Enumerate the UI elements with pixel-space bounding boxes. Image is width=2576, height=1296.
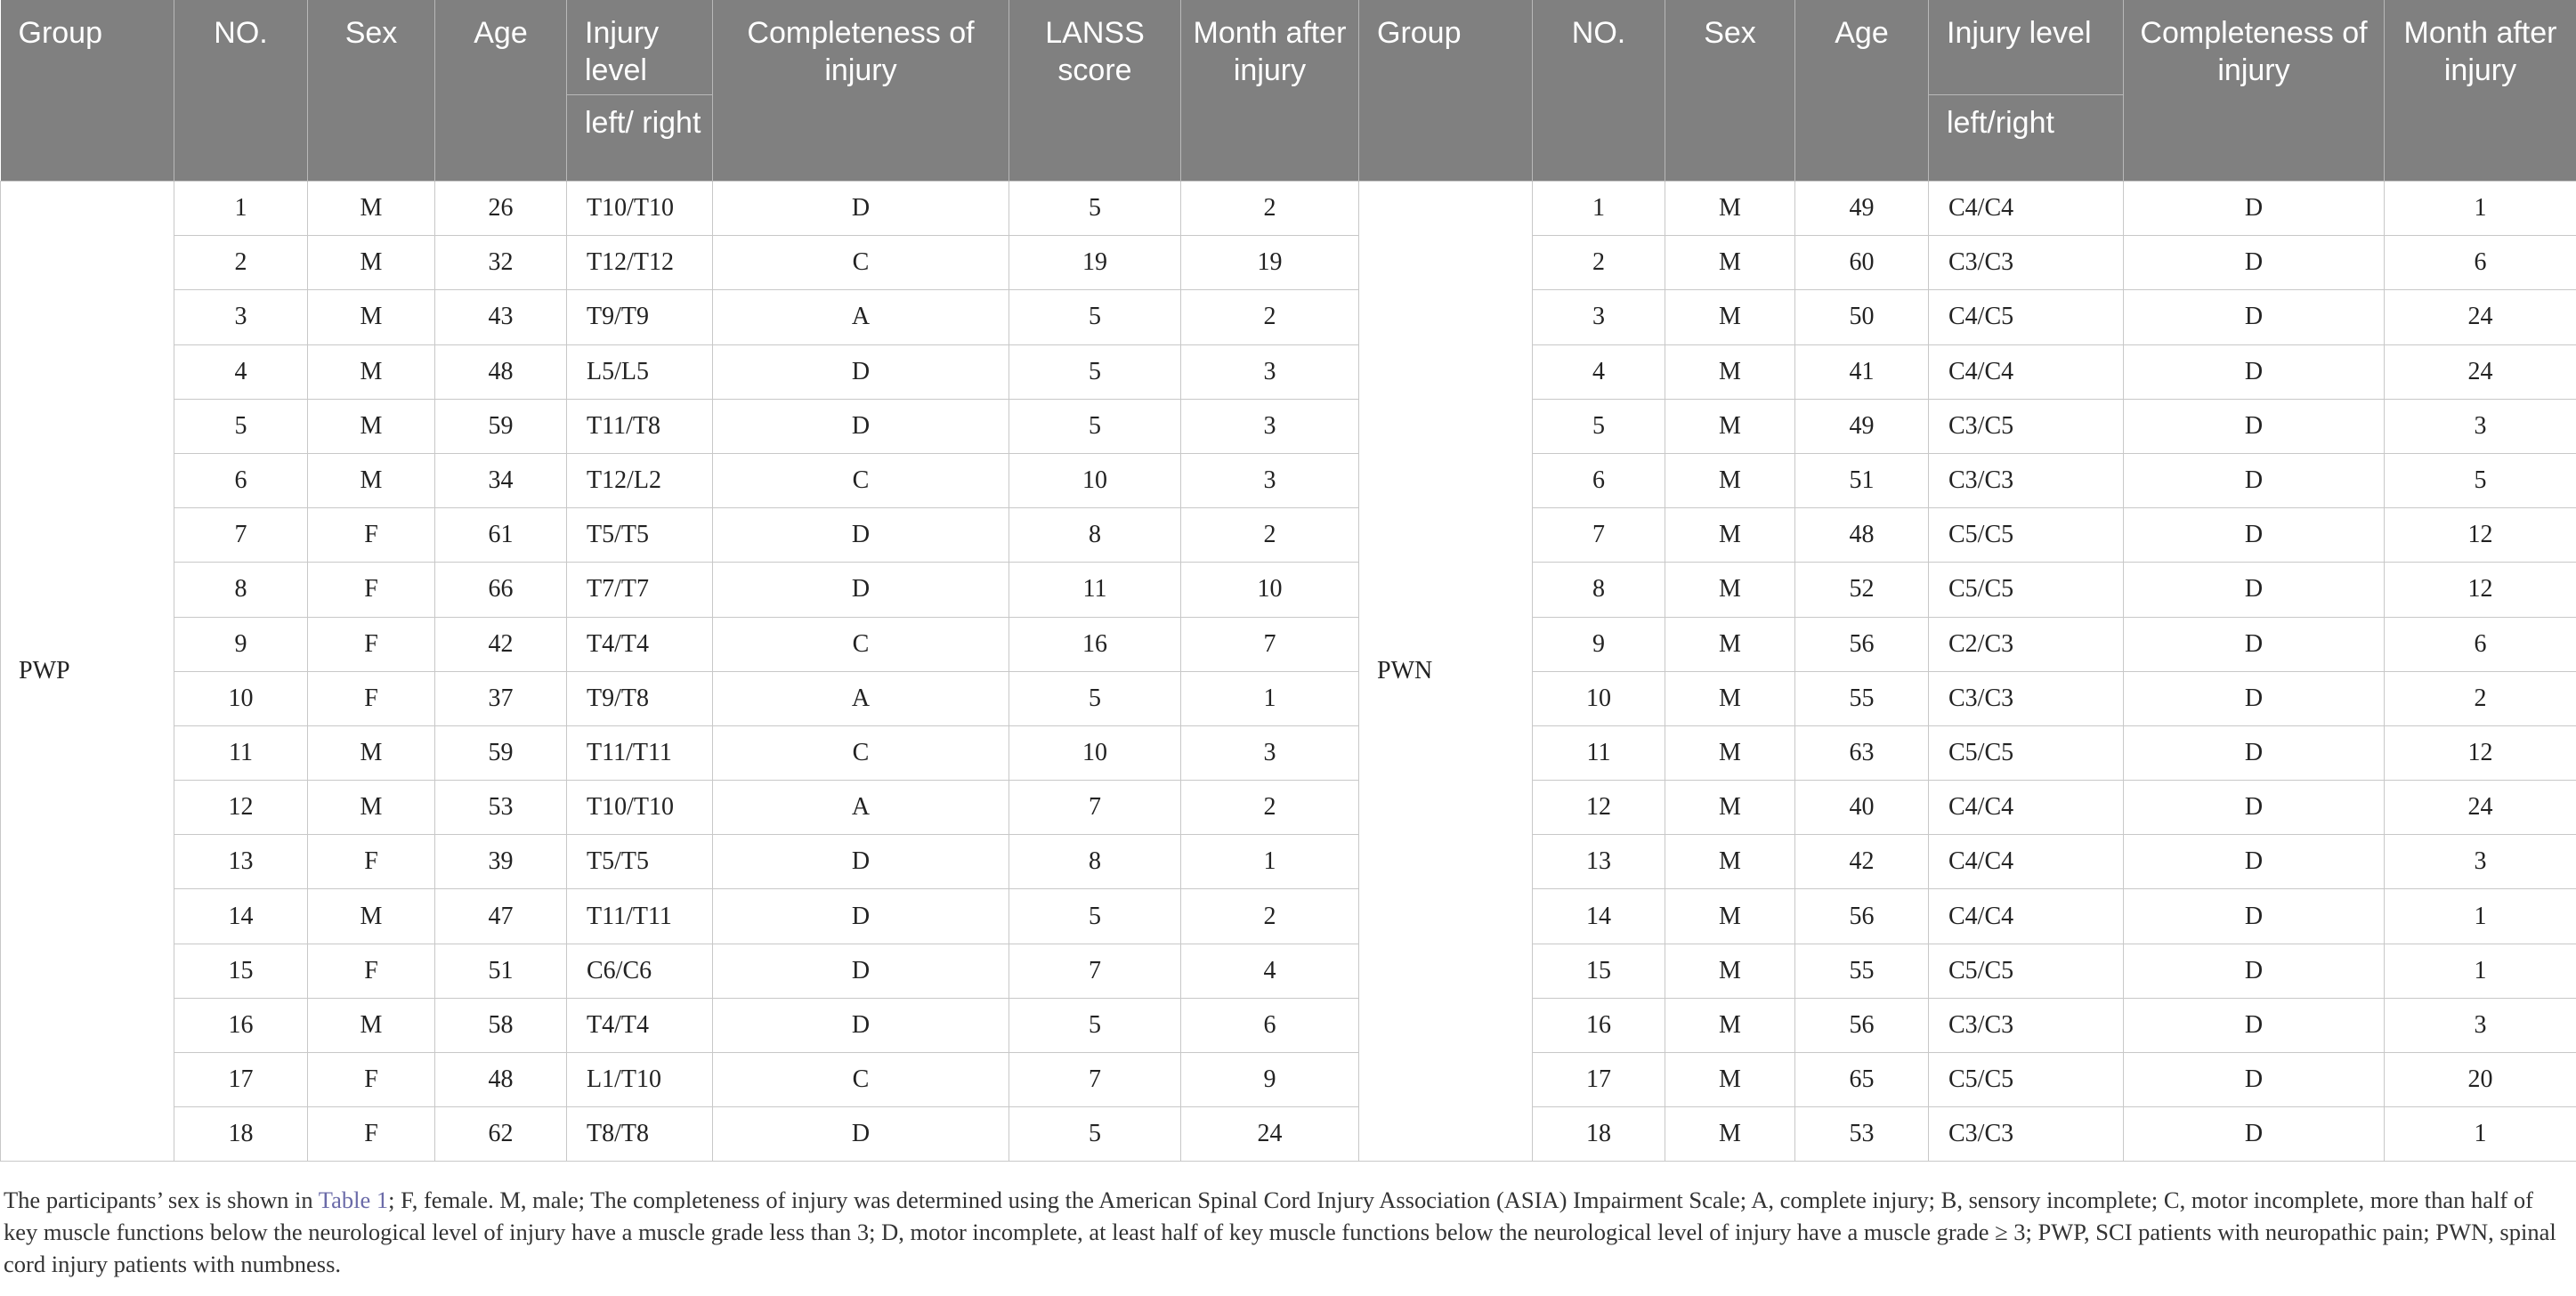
pwp-injury-level-cell: T12/T12: [567, 236, 713, 290]
header-month: Month after injury: [1181, 0, 1359, 182]
pwp-injury-level-cell: T11/T11: [567, 725, 713, 780]
pwp-lanss-cell: 11: [1009, 563, 1181, 617]
pwn-age-cell: 52: [1795, 563, 1929, 617]
pwn-sex-cell: M: [1665, 399, 1795, 453]
pwn-no-cell: 16: [1533, 998, 1665, 1052]
table-row: [1, 344, 2576, 399]
pwn-month-cell: 1: [2385, 944, 2576, 998]
pwn-completeness-cell: D: [2124, 1107, 2385, 1162]
pwn-month-cell: 3: [2385, 998, 2576, 1052]
pwp-lanss-cell: 7: [1009, 781, 1181, 835]
pwp-sex-cell: F: [308, 508, 435, 563]
pwp-month-cell: 6: [1181, 998, 1359, 1052]
pwp-no-cell: 9: [174, 617, 308, 671]
pwp-no-cell: 12: [174, 781, 308, 835]
table-row: [1, 1053, 2576, 1107]
pwp-age-cell: 51: [435, 944, 567, 998]
pwn-age-cell: 50: [1795, 290, 1929, 344]
pwp-sex-cell: M: [308, 453, 435, 507]
pwn-injury-level-cell: C4/C4: [1929, 344, 2124, 399]
pwn-age-cell: 41: [1795, 344, 1929, 399]
pwn-month-cell: 3: [2385, 399, 2576, 453]
pwn-injury-level-cell: C5/C5: [1929, 508, 2124, 563]
pwp-injury-level-cell: T5/T5: [567, 508, 713, 563]
pwn-sex-cell: M: [1665, 508, 1795, 563]
pwn-no-cell: 17: [1533, 1053, 1665, 1107]
pwn-injury-level-cell: C3/C3: [1929, 671, 2124, 725]
pwn-injury-level-cell: C5/C5: [1929, 563, 2124, 617]
pwn-completeness-cell: D: [2124, 399, 2385, 453]
pwn-sex-cell: M: [1665, 617, 1795, 671]
table-1-link[interactable]: Table 1: [318, 1187, 389, 1213]
pwp-age-cell: 48: [435, 344, 567, 399]
pwp-completeness-cell: D: [713, 344, 1009, 399]
pwn-injury-level-cell: C2/C3: [1929, 617, 2124, 671]
pwn-sex-cell: M: [1665, 563, 1795, 617]
pwp-no-cell: 15: [174, 944, 308, 998]
pwn-completeness-cell: D: [2124, 889, 2385, 944]
pwp-completeness-cell: C: [713, 617, 1009, 671]
pwp-age-cell: 62: [435, 1107, 567, 1162]
pwp-injury-level-cell: T10/T10: [567, 781, 713, 835]
pwn-month-cell: 12: [2385, 563, 2576, 617]
pwp-age-cell: 43: [435, 290, 567, 344]
pwn-month-cell: 1: [2385, 182, 2576, 236]
pwn-sex-cell: M: [1665, 290, 1795, 344]
pwp-age-cell: 39: [435, 835, 567, 889]
pwn-no-cell: 3: [1533, 290, 1665, 344]
pwn-age-cell: 65: [1795, 1053, 1929, 1107]
pwp-injury-level-cell: T10/T10: [567, 182, 713, 236]
pwn-completeness-cell: D: [2124, 1053, 2385, 1107]
header-month-pwn: Month after injury: [2385, 0, 2576, 182]
pwn-age-cell: 51: [1795, 453, 1929, 507]
pwp-sex-cell: F: [308, 671, 435, 725]
pwn-no-cell: 9: [1533, 617, 1665, 671]
pwn-sex-cell: M: [1665, 889, 1795, 944]
header-group-pwn: Group: [1359, 0, 1533, 182]
pwp-no-cell: 4: [174, 344, 308, 399]
pwn-month-cell: 1: [2385, 889, 2576, 944]
pwn-age-cell: 55: [1795, 671, 1929, 725]
pwn-completeness-cell: D: [2124, 508, 2385, 563]
pwp-injury-level-cell: T7/T7: [567, 563, 713, 617]
pwn-injury-level-cell: C4/C4: [1929, 781, 2124, 835]
pwn-age-cell: 56: [1795, 998, 1929, 1052]
pwn-completeness-cell: D: [2124, 182, 2385, 236]
pwn-month-cell: 24: [2385, 781, 2576, 835]
pwn-sex-cell: M: [1665, 781, 1795, 835]
pwp-no-cell: 7: [174, 508, 308, 563]
pwp-month-cell: 7: [1181, 617, 1359, 671]
pwp-sex-cell: M: [308, 781, 435, 835]
header-completeness-pwn: Completeness of injury: [2124, 0, 2385, 182]
pwn-completeness-cell: D: [2124, 617, 2385, 671]
pwp-injury-level-cell: C6/C6: [567, 944, 713, 998]
pwp-no-cell: 17: [174, 1053, 308, 1107]
pwp-injury-level-cell: L5/L5: [567, 344, 713, 399]
pwp-age-cell: 53: [435, 781, 567, 835]
pwp-month-cell: 4: [1181, 944, 1359, 998]
pwp-injury-level-cell: T9/T8: [567, 671, 713, 725]
table-row: [1, 236, 2576, 290]
table-row: [1, 781, 2576, 835]
pwp-sex-cell: M: [308, 399, 435, 453]
pwp-month-cell: 3: [1181, 453, 1359, 507]
header-injury-level-sub-pwn: left/right: [1929, 95, 2124, 182]
pwn-no-cell: 8: [1533, 563, 1665, 617]
header-completeness: Completeness of injury: [713, 0, 1009, 182]
header-no-pwn: NO.: [1533, 0, 1665, 182]
pwp-no-cell: 1: [174, 182, 308, 236]
pwp-month-cell: 2: [1181, 889, 1359, 944]
pwn-completeness-cell: D: [2124, 725, 2385, 780]
pwp-completeness-cell: D: [713, 998, 1009, 1052]
pwn-no-cell: 15: [1533, 944, 1665, 998]
pwn-month-cell: 24: [2385, 290, 2576, 344]
pwp-lanss-cell: 19: [1009, 236, 1181, 290]
table-row: [1, 290, 2576, 344]
pwp-injury-level-cell: T11/T8: [567, 399, 713, 453]
pwp-no-cell: 18: [174, 1107, 308, 1162]
table-header: [1, 0, 2576, 182]
pwn-month-cell: 2: [2385, 671, 2576, 725]
pwp-age-cell: 59: [435, 725, 567, 780]
pwp-age-cell: 26: [435, 182, 567, 236]
pwp-age-cell: 58: [435, 998, 567, 1052]
pwp-injury-level-cell: T11/T11: [567, 889, 713, 944]
pwp-no-cell: 6: [174, 453, 308, 507]
pwp-month-cell: 2: [1181, 508, 1359, 563]
table-row: [1, 453, 2576, 507]
pwn-no-cell: 10: [1533, 671, 1665, 725]
pwn-completeness-cell: D: [2124, 453, 2385, 507]
pwp-age-cell: 66: [435, 563, 567, 617]
pwn-no-cell: 13: [1533, 835, 1665, 889]
pwp-lanss-cell: 5: [1009, 998, 1181, 1052]
pwp-completeness-cell: C: [713, 725, 1009, 780]
pwp-month-cell: 3: [1181, 399, 1359, 453]
pwp-lanss-cell: 10: [1009, 453, 1181, 507]
pwn-sex-cell: M: [1665, 944, 1795, 998]
pwp-no-cell: 16: [174, 998, 308, 1052]
pwn-sex-cell: M: [1665, 671, 1795, 725]
pwn-injury-level-cell: C3/C3: [1929, 1107, 2124, 1162]
pwp-sex-cell: F: [308, 563, 435, 617]
pwp-no-cell: 3: [174, 290, 308, 344]
table-body: [1, 182, 2576, 1162]
footnote-text-start: The participants’ sex is shown in: [4, 1187, 319, 1213]
footnote: [4, 1184, 2567, 1280]
pwn-month-cell: 12: [2385, 725, 2576, 780]
pwp-injury-level-cell: T12/L2: [567, 453, 713, 507]
pwn-completeness-cell: D: [2124, 998, 2385, 1052]
pwp-age-cell: 34: [435, 453, 567, 507]
pwn-age-cell: 48: [1795, 508, 1929, 563]
group-label-pwp: PWP: [1, 182, 174, 1162]
pwn-sex-cell: M: [1665, 236, 1795, 290]
pwn-month-cell: 3: [2385, 835, 2576, 889]
pwn-sex-cell: M: [1665, 998, 1795, 1052]
pwn-sex-cell: M: [1665, 344, 1795, 399]
pwp-sex-cell: M: [308, 725, 435, 780]
pwp-age-cell: 47: [435, 889, 567, 944]
pwp-no-cell: 8: [174, 563, 308, 617]
pwn-no-cell: 5: [1533, 399, 1665, 453]
pwn-injury-level-cell: C3/C3: [1929, 236, 2124, 290]
pwp-month-cell: 1: [1181, 835, 1359, 889]
pwp-completeness-cell: A: [713, 290, 1009, 344]
pwn-month-cell: 12: [2385, 508, 2576, 563]
header-injury-level-sub: left/ right: [567, 95, 713, 182]
pwp-no-cell: 10: [174, 671, 308, 725]
pwn-completeness-cell: D: [2124, 781, 2385, 835]
pwp-month-cell: 3: [1181, 725, 1359, 780]
pwn-no-cell: 12: [1533, 781, 1665, 835]
pwn-injury-level-cell: C3/C5: [1929, 399, 2124, 453]
pwp-sex-cell: M: [308, 889, 435, 944]
table-row: [1, 835, 2576, 889]
pwn-completeness-cell: D: [2124, 671, 2385, 725]
pwp-no-cell: 11: [174, 725, 308, 780]
pwn-age-cell: 49: [1795, 182, 1929, 236]
header-injury-level-pwn: Injury level: [1929, 0, 2124, 95]
pwn-month-cell: 20: [2385, 1053, 2576, 1107]
header-no: NO.: [174, 0, 308, 182]
pwp-injury-level-cell: T4/T4: [567, 617, 713, 671]
pwp-age-cell: 59: [435, 399, 567, 453]
pwn-sex-cell: M: [1665, 1053, 1795, 1107]
pwn-age-cell: 49: [1795, 399, 1929, 453]
pwn-age-cell: 40: [1795, 781, 1929, 835]
pwp-month-cell: 2: [1181, 182, 1359, 236]
table-row: [1, 617, 2576, 671]
pwp-completeness-cell: A: [713, 781, 1009, 835]
pwn-no-cell: 1: [1533, 182, 1665, 236]
pwp-completeness-cell: D: [713, 399, 1009, 453]
pwn-injury-level-cell: C4/C4: [1929, 889, 2124, 944]
pwp-sex-cell: F: [308, 944, 435, 998]
pwn-age-cell: 63: [1795, 725, 1929, 780]
pwp-lanss-cell: 8: [1009, 835, 1181, 889]
table-row: [1, 725, 2576, 780]
pwp-no-cell: 2: [174, 236, 308, 290]
header-sex-pwn: Sex: [1665, 0, 1795, 182]
pwp-sex-cell: F: [308, 1053, 435, 1107]
pwp-completeness-cell: D: [713, 563, 1009, 617]
pwn-injury-level-cell: C5/C5: [1929, 725, 2124, 780]
pwp-completeness-cell: A: [713, 671, 1009, 725]
pwp-month-cell: 9: [1181, 1053, 1359, 1107]
table-row: [1, 998, 2576, 1052]
header-injury-level: Injury level: [567, 0, 713, 95]
pwp-completeness-cell: C: [713, 453, 1009, 507]
pwp-completeness-cell: C: [713, 236, 1009, 290]
pwp-completeness-cell: D: [713, 182, 1009, 236]
pwn-completeness-cell: D: [2124, 944, 2385, 998]
pwn-sex-cell: M: [1665, 725, 1795, 780]
header-group-pwp: Group: [1, 0, 174, 182]
pwp-injury-level-cell: T5/T5: [567, 835, 713, 889]
pwp-completeness-cell: D: [713, 944, 1009, 998]
pwp-month-cell: 2: [1181, 290, 1359, 344]
pwn-age-cell: 42: [1795, 835, 1929, 889]
pwp-sex-cell: M: [308, 998, 435, 1052]
pwp-sex-cell: F: [308, 1107, 435, 1162]
pwn-injury-level-cell: C4/C4: [1929, 182, 2124, 236]
pwp-age-cell: 32: [435, 236, 567, 290]
pwn-no-cell: 11: [1533, 725, 1665, 780]
pwp-lanss-cell: 7: [1009, 1053, 1181, 1107]
pwn-completeness-cell: D: [2124, 236, 2385, 290]
header-lanss: LANSS score: [1009, 0, 1181, 182]
pwn-completeness-cell: D: [2124, 344, 2385, 399]
pwn-sex-cell: M: [1665, 453, 1795, 507]
pwp-lanss-cell: 5: [1009, 399, 1181, 453]
pwp-completeness-cell: D: [713, 508, 1009, 563]
pwn-injury-level-cell: C4/C4: [1929, 835, 2124, 889]
pwp-completeness-cell: C: [713, 1053, 1009, 1107]
pwn-month-cell: 1: [2385, 1107, 2576, 1162]
pwn-age-cell: 56: [1795, 617, 1929, 671]
pwp-lanss-cell: 5: [1009, 182, 1181, 236]
pwn-month-cell: 5: [2385, 453, 2576, 507]
pwp-completeness-cell: D: [713, 835, 1009, 889]
pwp-lanss-cell: 5: [1009, 1107, 1181, 1162]
pwp-sex-cell: F: [308, 835, 435, 889]
pwp-completeness-cell: D: [713, 1107, 1009, 1162]
pwn-no-cell: 14: [1533, 889, 1665, 944]
header-age-pwn: Age: [1795, 0, 1929, 182]
table-row: [1, 671, 2576, 725]
pwn-injury-level-cell: C3/C3: [1929, 998, 2124, 1052]
pwn-month-cell: 24: [2385, 344, 2576, 399]
pwp-sex-cell: M: [308, 290, 435, 344]
pwp-injury-level-cell: T8/T8: [567, 1107, 713, 1162]
pwn-no-cell: 4: [1533, 344, 1665, 399]
pwp-lanss-cell: 8: [1009, 508, 1181, 563]
pwp-month-cell: 1: [1181, 671, 1359, 725]
pwp-injury-level-cell: T4/T4: [567, 998, 713, 1052]
pwp-sex-cell: M: [308, 236, 435, 290]
pwn-month-cell: 6: [2385, 617, 2576, 671]
pwn-completeness-cell: D: [2124, 563, 2385, 617]
pwn-completeness-cell: D: [2124, 290, 2385, 344]
pwn-age-cell: 56: [1795, 889, 1929, 944]
table-row: [1, 563, 2576, 617]
pwn-no-cell: 6: [1533, 453, 1665, 507]
pwp-lanss-cell: 7: [1009, 944, 1181, 998]
pwp-month-cell: 24: [1181, 1107, 1359, 1162]
pwp-month-cell: 10: [1181, 563, 1359, 617]
pwn-injury-level-cell: C3/C3: [1929, 453, 2124, 507]
pwp-no-cell: 13: [174, 835, 308, 889]
table-row: [1, 399, 2576, 453]
table-row: [1, 889, 2576, 944]
pwp-age-cell: 42: [435, 617, 567, 671]
header-sex: Sex: [308, 0, 435, 182]
pwp-month-cell: 19: [1181, 236, 1359, 290]
pwn-no-cell: 18: [1533, 1107, 1665, 1162]
pwp-lanss-cell: 10: [1009, 725, 1181, 780]
pwp-lanss-cell: 16: [1009, 617, 1181, 671]
pwn-age-cell: 53: [1795, 1107, 1929, 1162]
table-row: [1, 182, 2576, 236]
pwp-month-cell: 3: [1181, 344, 1359, 399]
pwn-no-cell: 7: [1533, 508, 1665, 563]
pwn-no-cell: 2: [1533, 236, 1665, 290]
pwn-sex-cell: M: [1665, 1107, 1795, 1162]
pwn-age-cell: 60: [1795, 236, 1929, 290]
table-row: [1, 508, 2576, 563]
group-label-pwn: PWN: [1359, 182, 1533, 1162]
pwp-injury-level-cell: T9/T9: [567, 290, 713, 344]
table-row: [1, 944, 2576, 998]
pwn-sex-cell: M: [1665, 182, 1795, 236]
pwp-age-cell: 48: [435, 1053, 567, 1107]
pwn-age-cell: 55: [1795, 944, 1929, 998]
pwn-injury-level-cell: C4/C5: [1929, 290, 2124, 344]
pwp-month-cell: 2: [1181, 781, 1359, 835]
pwp-age-cell: 37: [435, 671, 567, 725]
pwp-sex-cell: M: [308, 344, 435, 399]
pwp-lanss-cell: 5: [1009, 344, 1181, 399]
pwn-completeness-cell: D: [2124, 835, 2385, 889]
pwp-completeness-cell: D: [713, 889, 1009, 944]
pwn-month-cell: 6: [2385, 236, 2576, 290]
pwn-injury-level-cell: C5/C5: [1929, 944, 2124, 998]
footnote-text-rest: ; F, female. M, male; The completeness of injury was determined using the American Spinal Cord Injury Association (ASIA) Impairment Scale; A, complete injury; B, sensory incomplete; C, motor incomplete, more than half of key muscle functions below the neurological level of injury have a muscle grade less than 3; D, motor incomplete, at least half of key muscle functions below the neurological level of injury have a muscle grade ≥ 3; PWP, SCI patients with neuropathic pain; PWN, spinal cord injury patients with numbness.: [4, 1187, 2556, 1277]
table-row: [1, 1107, 2576, 1162]
pwp-sex-cell: F: [308, 617, 435, 671]
pwp-no-cell: 5: [174, 399, 308, 453]
pwp-lanss-cell: 5: [1009, 889, 1181, 944]
pwp-lanss-cell: 5: [1009, 290, 1181, 344]
pwp-no-cell: 14: [174, 889, 308, 944]
pwp-injury-level-cell: L1/T10: [567, 1053, 713, 1107]
pwp-lanss-cell: 5: [1009, 671, 1181, 725]
pwn-injury-level-cell: C5/C5: [1929, 1053, 2124, 1107]
pwp-sex-cell: M: [308, 182, 435, 236]
pwp-age-cell: 61: [435, 508, 567, 563]
pwn-sex-cell: M: [1665, 835, 1795, 889]
header-age: Age: [435, 0, 567, 182]
